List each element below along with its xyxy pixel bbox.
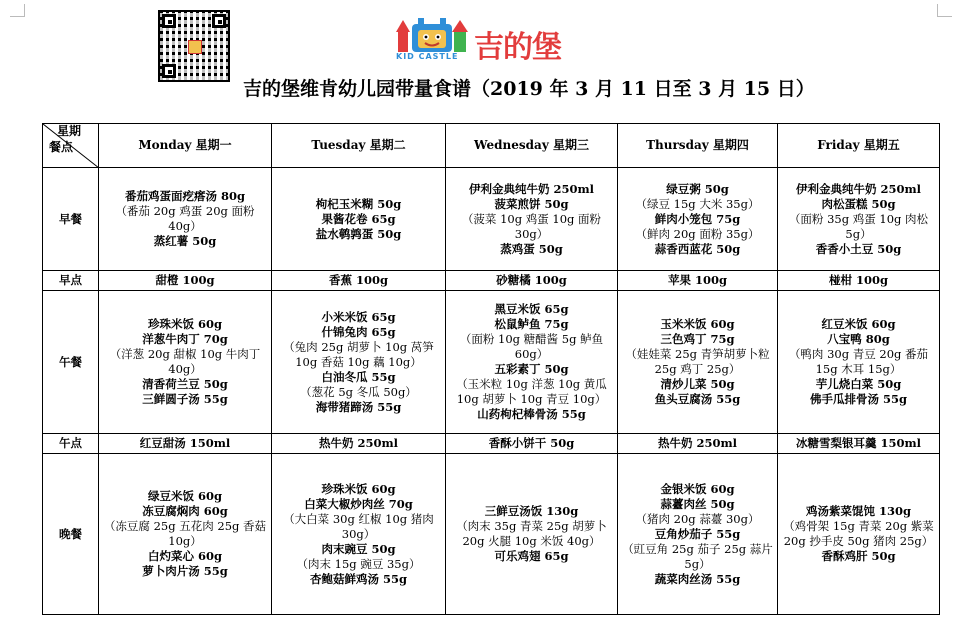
dish-ingredients: （番茄 20g 鸡蛋 20g 面粉 40g） — [115, 204, 255, 233]
dish-item: 伊利金典纯牛奶 250ml — [468, 181, 595, 196]
menu-table — [42, 123, 940, 615]
dish-item: 果酱花卷 65g — [321, 211, 396, 226]
dish-ingredients: （面粉 35g 鸡蛋 10g 肉松 5g） — [788, 211, 929, 241]
header-row — [43, 124, 940, 168]
menu-cell — [446, 291, 618, 434]
dish-ingredients: （菠菜 10g 鸡蛋 10g 面粉 30g） — [461, 211, 602, 241]
corner-label-meal: 餐点 — [49, 140, 74, 154]
menu-cell — [99, 454, 272, 615]
dish-item: 松鼠鲈鱼 75g — [494, 317, 569, 331]
dish-item: 萝卜肉片汤 55g — [142, 564, 228, 578]
dish-item: 砂糖橘 100g — [496, 273, 567, 287]
dish-item: 佛手瓜排骨汤 55g — [809, 392, 908, 406]
menu-cell — [272, 271, 446, 291]
day-header: Thursday 星期四 — [618, 124, 778, 168]
dish-item: 蒸红薯 50g — [153, 234, 217, 248]
dish-item: 珍珠米饭 60g — [321, 481, 396, 496]
menu-cell — [446, 454, 618, 615]
menu-cell — [778, 271, 940, 291]
dish-ingredients: （冻豆腐 25g 五花肉 25g 香菇 10g） — [103, 519, 267, 548]
dish-item: 番茄鸡蛋面疙瘩汤 80g — [124, 189, 246, 203]
dish-item: 鲜肉小笼包 75g — [654, 211, 741, 226]
meal-row-afternoon-snack — [43, 434, 940, 454]
dish-item: 豆角炒茄子 55g — [654, 526, 741, 541]
dish-item: 可乐鸡翅 65g — [494, 549, 569, 563]
dish-item: 红豆米饭 60g — [821, 317, 896, 331]
dish-item: 蔬菜肉丝汤 55g — [654, 571, 741, 586]
menu-cell — [99, 168, 272, 271]
dish-item: 绿豆米饭 60g — [147, 489, 223, 503]
menu-cell — [618, 291, 778, 434]
dish-item: 盐水鹌鹑蛋 50g — [315, 226, 402, 241]
menu-cell — [778, 454, 940, 615]
logo-english-text: KID CASTLE — [396, 52, 459, 61]
dish-item: 珍珠米饭 60g — [147, 317, 223, 331]
dish-ingredients: （肉末 35g 青菜 25g 胡萝卜 20g 火腿 10g 米饭 40g） — [456, 519, 607, 548]
corner-cell — [43, 124, 99, 168]
qr-code — [160, 12, 228, 80]
dish-item: 白油冬瓜 55g — [321, 369, 396, 384]
meal-label: 晚餐 — [43, 454, 99, 615]
dish-item: 香蕉 100g — [328, 273, 389, 287]
menu-cell — [446, 434, 618, 454]
menu-cell — [618, 454, 778, 615]
day-header: Tuesday 星期二 — [272, 124, 446, 168]
menu-cell — [778, 434, 940, 454]
menu-cell — [778, 291, 940, 434]
logo-chinese-text: 吉的堡 — [474, 30, 561, 65]
dish-item: 蒜薹肉丝 50g — [660, 496, 735, 511]
dish-item: 三色鸡丁 75g — [660, 332, 735, 346]
day-header: Monday 星期一 — [99, 124, 272, 168]
dish-item: 绿豆粥 50g — [666, 181, 729, 196]
dish-item: 菠菜煎饼 50g — [494, 196, 569, 211]
menu-cell — [99, 434, 272, 454]
dish-ingredients: （面粉 10g 糖醋酱 5g 鲈鱼 60g） — [459, 332, 604, 361]
dish-ingredients: （玉米粒 10g 洋葱 10g 黄瓜 10g 胡萝卜 10g 青豆 10g） — [456, 377, 607, 406]
menu-cell — [446, 271, 618, 291]
dish-item: 清炒儿菜 50g — [660, 377, 735, 391]
menu-cell — [272, 434, 446, 454]
crop-mark-top-right — [937, 4, 952, 17]
menu-cell — [272, 168, 446, 271]
dish-item: 三鲜豆汤饭 130g — [484, 504, 579, 518]
dish-ingredients: （洋葱 20g 甜椒 10g 牛肉丁 40g） — [109, 347, 261, 376]
day-header: Friday 星期五 — [778, 124, 940, 168]
dish-item: 杏鲍菇鲜鸡汤 55g — [309, 571, 408, 586]
dish-item: 白灼菜心 60g — [147, 549, 223, 563]
dish-item: 伊利金典纯牛奶 250ml — [795, 181, 922, 196]
dish-item: 小米米饭 65g — [321, 309, 396, 324]
dish-ingredients: （肉末 15g 豌豆 35g） — [296, 556, 421, 571]
dish-item: 黑豆米饭 65g — [494, 302, 569, 316]
dish-item: 白菜大椒炒肉丝 70g — [304, 496, 413, 511]
dish-item: 枸杞玉米糊 50g — [315, 196, 402, 211]
meal-label: 午点 — [43, 434, 99, 454]
dish-item: 玉米米饭 60g — [660, 317, 735, 331]
dish-ingredients: （鸡骨架 15g 青菜 20g 紫菜 20g 抄手皮 50g 猪肉 25g） — [783, 519, 934, 548]
dish-item: 苹果 100g — [667, 273, 728, 287]
dish-item: 鱼头豆腐汤 55g — [654, 392, 741, 406]
dish-ingredients: （豇豆角 25g 茄子 25g 蒜片 5g） — [622, 541, 773, 571]
dish-item: 三鲜圆子汤 55g — [142, 392, 228, 406]
dish-item: 什锦兔肉 65g — [321, 324, 396, 339]
page-title: 吉的堡维肯幼儿园带量食谱（2019 年 3 月 11 日至 3 月 15 日） — [243, 78, 815, 100]
dish-item: 蒸鸡蛋 50g — [500, 241, 563, 256]
menu-cell — [99, 291, 272, 434]
menu-cell — [272, 454, 446, 615]
meal-row-breakfast — [43, 168, 940, 271]
dish-item: 肉末豌豆 50g — [321, 541, 396, 556]
dish-item: 香酥小饼干 50g — [488, 436, 575, 450]
dish-item: 甜橙 100g — [155, 273, 215, 287]
dish-item: 冰糖雪梨银耳羹 150ml — [795, 436, 922, 450]
crop-mark-top-left — [10, 4, 25, 17]
dish-item: 海带猪蹄汤 55g — [315, 399, 402, 414]
dish-item: 冻豆腐焖肉 60g — [142, 504, 228, 518]
dish-item: 热牛奶 250ml — [318, 436, 399, 450]
menu-cell — [618, 434, 778, 454]
menu-cell — [778, 168, 940, 271]
dish-ingredients: （葱花 5g 冬瓜 50g） — [300, 384, 417, 399]
menu-cell — [618, 271, 778, 291]
dish-item: 八宝鸭 80g — [827, 332, 890, 346]
dish-item: 香香小土豆 50g — [815, 241, 902, 256]
dish-ingredients: （兔肉 25g 胡萝卜 10g 莴笋 10g 香菇 10g 藕 10g） — [283, 339, 434, 369]
dish-item: 肉松蛋糕 50g — [821, 196, 896, 211]
dish-item: 山药枸杞棒骨汤 55g — [477, 407, 586, 421]
menu-cell — [272, 291, 446, 434]
dish-item: 金银米饭 60g — [660, 481, 735, 496]
dish-item: 芋儿烧白菜 50g — [815, 377, 902, 391]
meal-label: 早餐 — [43, 168, 99, 271]
dish-item: 热牛奶 250ml — [657, 436, 738, 450]
dish-ingredients: （鲜肉 20g 面粉 35g） — [635, 226, 760, 241]
meal-row-dinner — [43, 454, 940, 615]
dish-ingredients: （猪肉 20g 蒜薹 30g） — [635, 511, 760, 526]
dish-ingredients: （鸭肉 30g 青豆 20g 番茄 15g 木耳 15g） — [788, 347, 929, 376]
meal-label: 午餐 — [43, 291, 99, 434]
dish-item: 清香荷兰豆 50g — [142, 377, 228, 391]
day-header: Wednesday 星期三 — [446, 124, 618, 168]
meal-row-lunch — [43, 291, 940, 434]
dish-item: 香酥鸡肝 50g — [821, 549, 896, 563]
dish-item: 椪柑 100g — [828, 273, 889, 287]
dish-item: 蒜香西蓝花 50g — [654, 241, 741, 256]
dish-ingredients: （娃娃菜 25g 青笋胡萝卜粒 25g 鸡丁 25g） — [625, 347, 770, 376]
dish-item: 五彩素丁 50g — [494, 362, 569, 376]
dish-item: 鸡汤紫菜馄饨 130g — [805, 504, 912, 518]
dish-ingredients: （大白菜 30g 红椒 10g 猪肉 30g） — [283, 511, 434, 541]
kid-castle-logo — [396, 16, 576, 66]
meal-row-morning-snack — [43, 271, 940, 291]
meal-label: 早点 — [43, 271, 99, 291]
menu-cell — [99, 271, 272, 291]
dish-item: 红豆甜汤 150ml — [139, 436, 231, 450]
menu-cell — [618, 168, 778, 271]
menu-cell — [446, 168, 618, 271]
corner-label-weekday: 星期 — [57, 124, 82, 138]
dish-item: 洋葱牛肉丁 70g — [142, 332, 228, 346]
dish-ingredients: （绿豆 15g 大米 35g） — [635, 196, 760, 211]
